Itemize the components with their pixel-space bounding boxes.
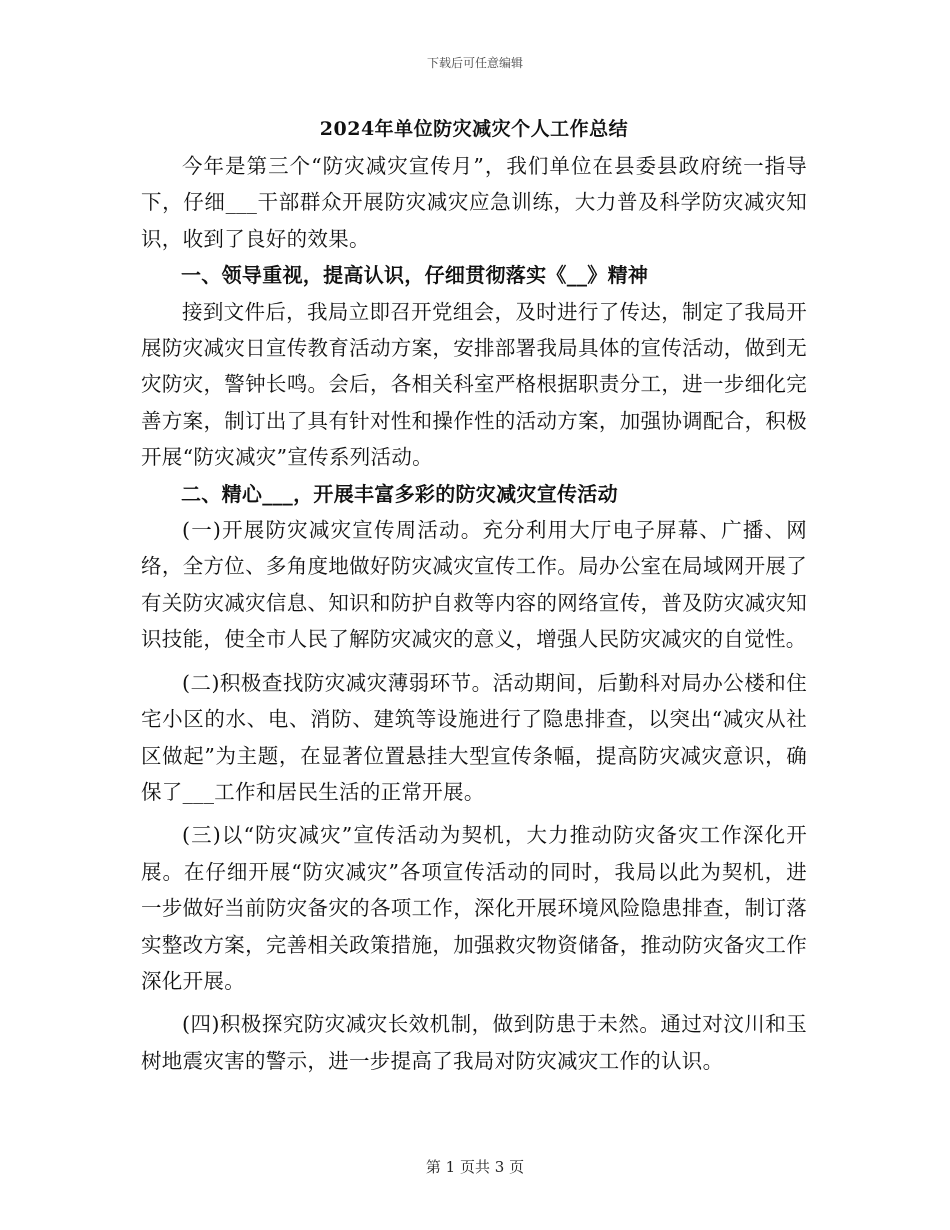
paragraph-intro: 今年是第三个“防灾减灾宣传月”，我们单位在县委县政府统一指导下，仔细___干部群众开展防灾减灾应急训练，大力普及科学防灾减灾知识，收到了良好的效果。 bbox=[141, 154, 807, 251]
paragraph-item-1: (一)开展防灾减灾宣传周活动。充分利用大厅电子屏幕、广播、网络，全方位、多角度地做好防灾减灾宣传工作。局办公室在局域网开展了有关防灾减灾信息、知识和防护自救等内容的网络宣传，普及防灾减灾知识技能，使全市人民了解防灾减灾的意义，增强人民防灾减灾的自觉性。 bbox=[141, 518, 807, 652]
paragraph-item-2: (二)积极查找防灾减灾薄弱环节。活动期间，后勤科对局办公楼和住宅小区的水、电、消防、建筑等设施进行了隐患排查，以突出“减灾从社区做起”为主题，在显著位置悬挂大型宣传条幅，提高防灾减灾意识，确保了___工作和居民生活的正常开展。 bbox=[141, 670, 807, 804]
paragraph-section-1: 接到文件后，我局立即召开党组会，及时进行了传达，制定了我局开展防灾减灾日宣传教育活动方案，安排部署我局具体的宣传活动，做到无灾防灾，警钟长鸣。会后，各相关科室严格根据职责分工，进一步细化完善方案，制订出了具有针对性和操作性的活动方案，加强协调配合，积极开展“防灾减灾”宣传系列活动。 bbox=[141, 299, 807, 470]
section-heading-1: 一、领导重视，提高认识，仔细贯彻落实《__》精神 bbox=[181, 263, 649, 288]
section-heading-2: 二、精心___，开展丰富多彩的防灾减灾宣传活动 bbox=[181, 481, 618, 506]
paragraph-gap bbox=[141, 999, 807, 1006]
header-note: 下载后可任意编辑 bbox=[426, 56, 523, 70]
document-title: 2024年单位防灾减灾个人工作总结 bbox=[319, 118, 629, 140]
page-number: 第 1 页共 3 页 bbox=[425, 1158, 525, 1176]
document-body bbox=[141, 112, 807, 1079]
paragraph-gap bbox=[141, 658, 807, 665]
paragraph-gap bbox=[141, 810, 807, 817]
paragraph-item-4: (四)积极探究防灾减灾长效机制，做到防患于未然。通过对汶川和玉树地震灾害的警示，进一步提高了我局对防灾减灾工作的认识。 bbox=[141, 1012, 807, 1073]
paragraph-item-3: (三)以“防灾减灾”宣传活动为契机，大力推动防灾备灾工作深化开展。在仔细开展“防灾减灾”各项宣传活动的同时，我局以此为契机，进一步做好当前防灾备灾的各项工作，深化开展环境风险隐患排查，制订落实整改方案，完善相关政策措施，加强救灾物资储备，推动防灾备灾工作深化开展。 bbox=[141, 823, 807, 993]
